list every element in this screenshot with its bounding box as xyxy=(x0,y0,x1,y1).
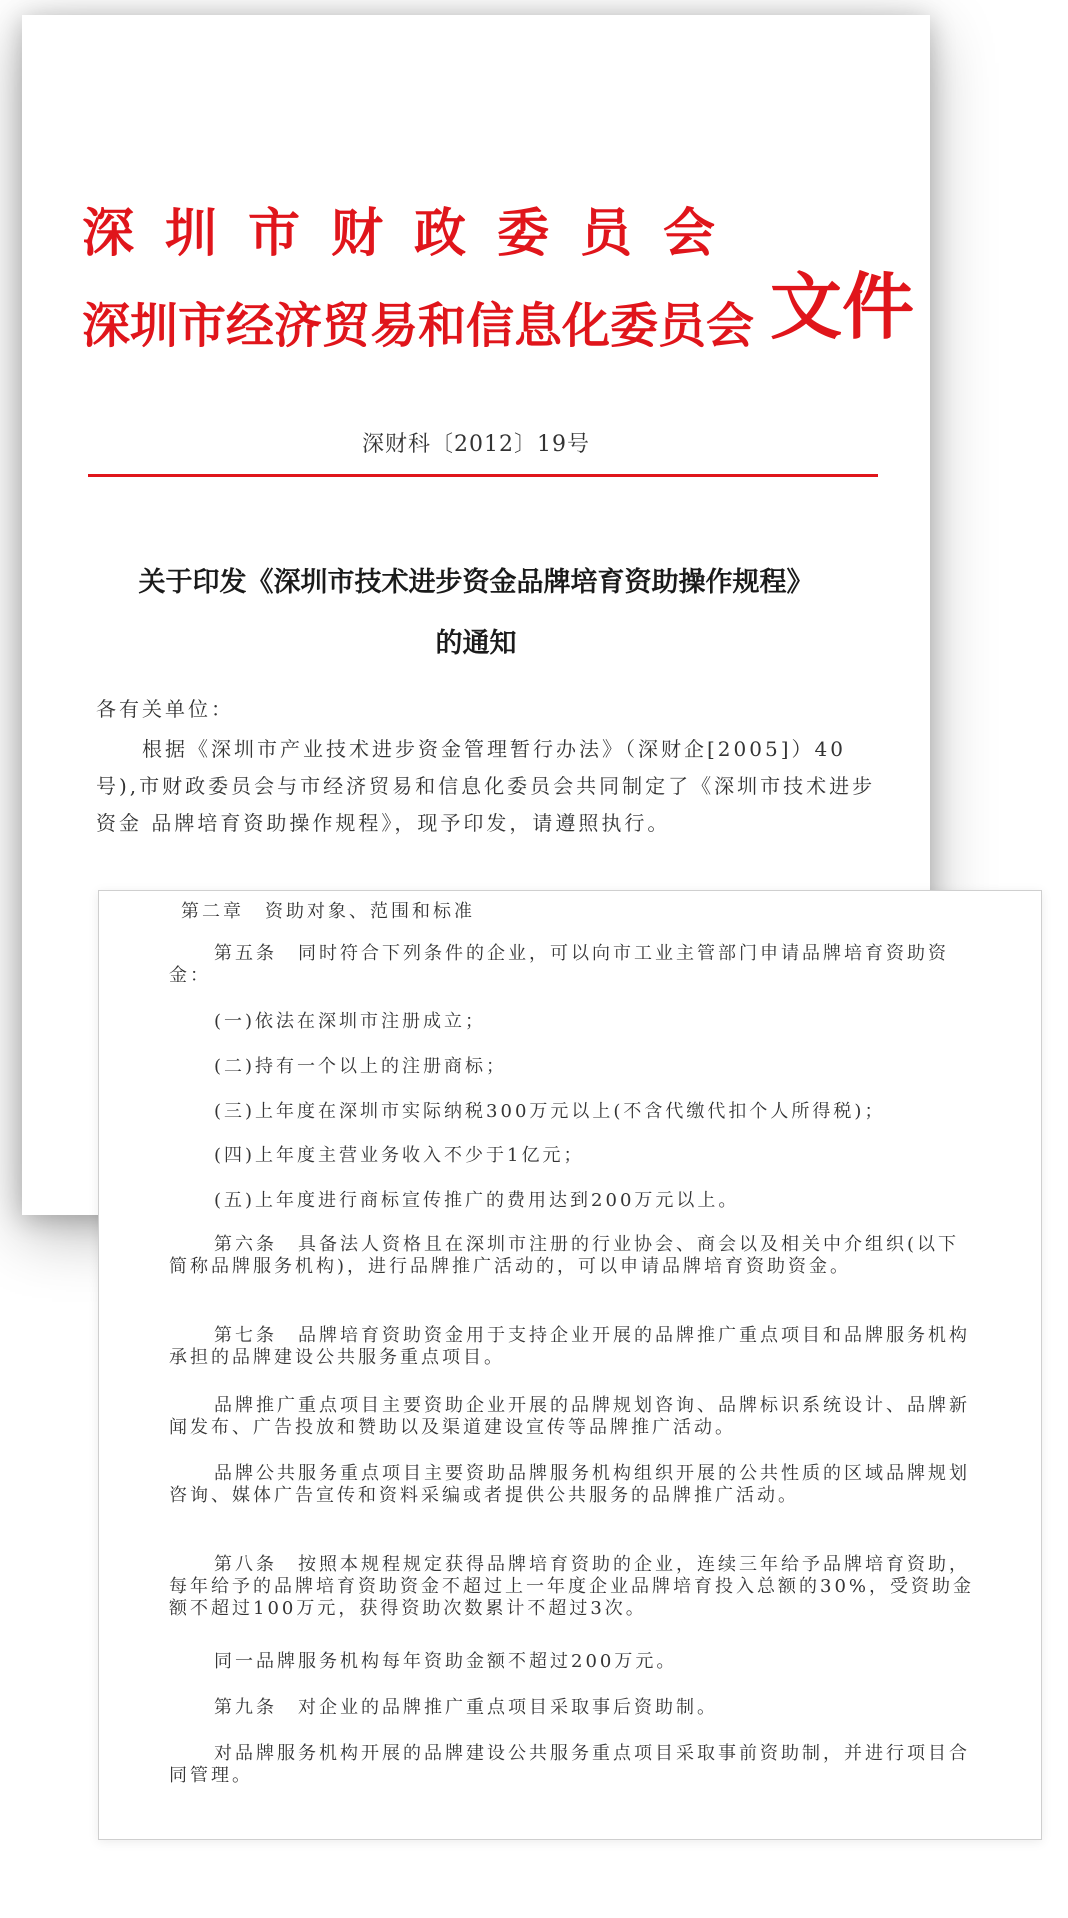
issuer-line-2: 深圳市经济贸易和信息化委员会 xyxy=(82,298,755,354)
notice-title-line-2: 的通知 xyxy=(435,628,517,659)
condition-3: (三)上年度在深圳市实际纳税300万元以上(不含代缴代扣个人所得税)； xyxy=(214,1101,886,1122)
notice-body: 根据《深圳市产业技术进步资金管理暂行办法》（深财企[2005]）40号),市财政委员会与市经济贸易和信息化委员会共同制定了《深圳市技术进步资金 品牌培育资助操作规程》，现予印发，请遵照执行。 xyxy=(96,737,876,835)
regulation-page xyxy=(98,890,1042,1840)
article-9: 第九条 对企业的品牌推广重点项目采取事后资助制。 xyxy=(214,1697,718,1718)
document-number: 深财科〔2012〕19号 xyxy=(362,432,590,457)
salutation: 各有关单位： xyxy=(96,697,234,721)
notice-title: 关于印发《深圳市技术进步资金品牌培育资助操作规程》 xyxy=(138,567,814,598)
article-8: 第八条 按照本规程规定获得品牌培育资助的企业，连续三年给予品牌培育资助，每年给予的品牌培育资助资金不超过上一年度企业品牌培育投入总额的30%，受资助金额不超过100万元，获得资助次数累计不超过3次。 xyxy=(169,1554,975,1619)
document-label: 文件 xyxy=(770,264,915,349)
issuer-line-1: 深圳市财政委员会 xyxy=(82,203,747,264)
article-6: 第六条 具备法人资格且在深圳市注册的行业协会、商会以及相关中介组织(以下简称品牌服务机构)，进行品牌推广活动的，可以申请品牌培育资助资金。 xyxy=(169,1234,960,1277)
article-5: 第五条 同时符合下列条件的企业，可以向市工业主管部门申请品牌培育资助资金： xyxy=(169,943,949,986)
article-7-paragraph-3: 品牌公共服务重点项目主要资助品牌服务机构组织开展的公共性质的区域品牌规划咨询、媒体广告宣传和资料采编或者提供公共服务的品牌推广活动。 xyxy=(169,1463,970,1506)
condition-5: (五)上年度进行商标宣传推广的费用达到200万元以上。 xyxy=(214,1190,740,1211)
article-8-paragraph-2: 同一品牌服务机构每年资助金额不超过200万元。 xyxy=(214,1651,678,1672)
article-7-paragraph-2: 品牌推广重点项目主要资助企业开展的品牌规划咨询、品牌标识系统设计、品牌新闻发布、广告投放和赞助以及渠道建设宣传等品牌推广活动。 xyxy=(169,1395,970,1438)
condition-4: (四)上年度主营业务收入不少于1亿元； xyxy=(214,1145,585,1166)
condition-2: (二)持有一个以上的注册商标； xyxy=(214,1056,508,1077)
article-7: 第七条 品牌培育资助资金用于支持企业开展的品牌推广重点项目和品牌服务机构承担的品牌建设公共服务重点项目。 xyxy=(169,1325,970,1368)
chapter-heading: 第二章 资助对象、范围和标准 xyxy=(181,901,475,922)
header-divider xyxy=(88,474,878,477)
article-9-paragraph-2: 对品牌服务机构开展的品牌建设公共服务重点项目采取事前资助制，并进行项目合同管理。 xyxy=(169,1743,970,1786)
condition-1: (一)依法在深圳市注册成立； xyxy=(214,1011,487,1032)
document-header xyxy=(82,191,915,371)
